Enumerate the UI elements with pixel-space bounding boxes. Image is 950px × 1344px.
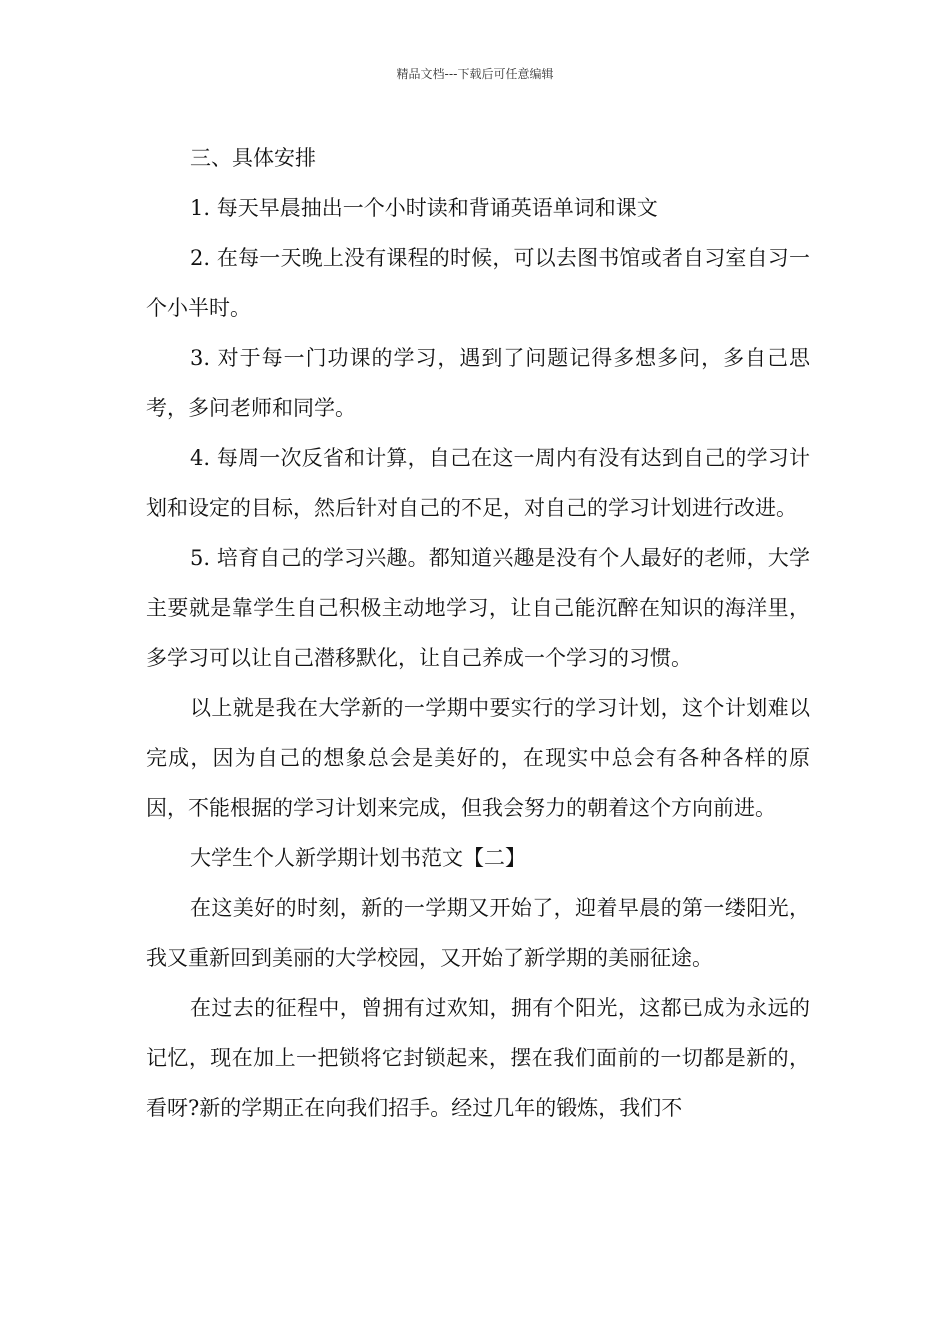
summary-paragraph: 以上就是我在大学新的一学期中要实行的学习计划，这个计划难以完成，因为自己的想象总会是美好的，在现实中总会有各种各样的原因，不能根据的学习计划来完成，但我会努力的朝着这个方向前进。 [146,696,810,820]
list-item-5: 5. 培育自己的学习兴趣。都知道兴趣是没有个人最好的老师，大学主要就是靠学生自己积极主动地学习，让自己能沉醉在知识的海洋里，多学习可以让自己潜移默化，让自己养成一个学习的习惯。 [146,546,810,670]
list-item-4: 4. 每周一次反省和计算，自己在这一周内有没有达到自己的学习计划和设定的目标，然后针对自己的不足，对自己的学习计划进行改进。 [146,446,810,520]
list-item-1: 1. 每天早晨抽出一个小时读和背诵英语单词和课文 [190,196,658,220]
list-item-3: 3. 对于每一门功课的学习，遇到了问题记得多想多问，多自己思考，多问老师和同学。 [146,346,810,420]
list-item-2: 2. 在每一天晚上没有课程的时候，可以去图书馆或者自习室自习一个小半时。 [146,246,810,320]
document-body [146,133,810,1133]
article-title: 大学生个人新学期计划书范文【二】 [190,846,526,870]
body-paragraph: 在过去的征程中，曾拥有过欢知，拥有个阳光，这都已成为永远的记忆，现在加上一把锁将它封锁起来，摆在我们面前的一切都是新的，看呀?新的学期正在向我们招手。经过几年的锻炼，我们不 [146,996,810,1120]
page-header: 精品文档---下载后可任意编辑 [396,67,554,81]
section-heading: 三、具体安排 [190,146,316,170]
body-paragraph: 在这美好的时刻，新的一学期又开始了，迎着早晨的第一缕阳光，我又重新回到美丽的大学校园，又开始了新学期的美丽征途。 [146,896,810,970]
